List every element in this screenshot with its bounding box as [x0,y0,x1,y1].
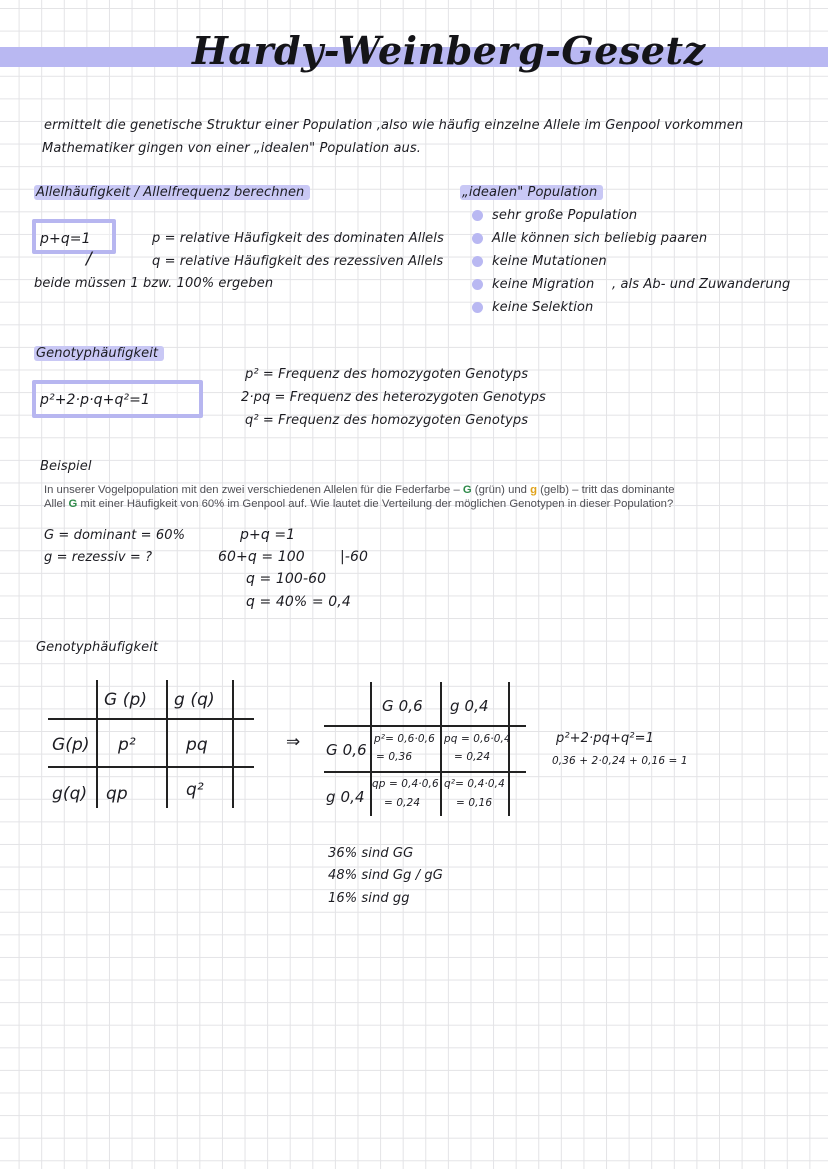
table1-line [96,680,98,808]
table1-cell: p² [118,735,136,755]
table2-line [324,725,526,727]
table2-col-header: g 0,4 [450,697,489,715]
bullet-dot [472,302,483,313]
example-text-2: Allel G mit einer Häufigkeit von 60% im Genpool auf. Wie lautet die Verteilung der möglichen Genotypen in dieser Population? [44,498,674,510]
table2-cell: = 0,16 [456,797,493,809]
table1-line [232,680,234,808]
table2-line [324,771,526,773]
calc-line: q = 100-60 [246,571,327,587]
calc-line: 60+q = 100 [218,549,305,565]
ideal-item: sehr große Population [492,208,638,223]
ideal-item: keine Migration [492,277,595,292]
genotype-def: p² = Frequenz des homozygoten Genotyps [245,367,529,382]
allele-note: beide müssen 1 bzw. 100% ergeben [34,276,274,291]
table2-cell: pq = 0,6·0,4 [444,733,511,745]
bullet-dot [472,279,483,290]
table2-cell: = 0,36 [376,751,413,763]
table2-row-header: G 0,6 [326,741,367,759]
table2-line [370,682,372,816]
example-text-1: In unserer Vogelpopulation mit den zwei verschiedenen Allelen für die Federfarbe – G (grün) und g (gelb) – tritt das dominante [44,484,675,496]
genotype-formula: p²+2·p·q+q²=1 [40,392,150,408]
table1-line [48,766,254,768]
allele-heading: Allelhäufigkeit / Allelfrequenz berechnen [34,185,310,200]
allele-formula: p+q=1 [40,231,91,247]
genotype-def: q² = Frequenz des homozygoten Genotyps [245,413,529,428]
table2-cell: = 0,24 [454,751,491,763]
table1-line [166,680,168,808]
result-equation: p²+2·pq+q²=1 [556,731,654,746]
example-label: Beispiel [40,459,92,474]
table2-col-header: G 0,6 [382,697,423,715]
table1-col-header: G (p) [104,690,148,710]
table2-cell: q²= 0,4·0,4 [444,778,505,790]
table2-line [440,682,442,816]
table1-col-header: g (q) [174,690,215,710]
calc-side-note: |-60 [340,549,368,565]
intro-line-2: Mathematiker gingen von einer „idealen" Population aus. [42,141,421,156]
table1-heading: Genotyphäufigkeit [36,640,159,655]
ideal-item: keine Mutationen [492,254,607,269]
implies-arrow: ⇒ [286,732,301,752]
bullet-dot [472,256,483,267]
table2-line [508,682,510,816]
intro-line-1: ermittelt die genetische Struktur einer Population ,also wie häufig einzelne Allele im Genpool vorkommen [44,118,744,133]
ideal-item: Alle können sich beliebig paaren [492,231,708,246]
result-check: 0,36 + 2·0,24 + 0,16 = 1 [552,755,688,767]
result-line: 48% sind Gg / gG [328,868,443,883]
table1-cell: qp [106,784,128,804]
genotype-heading: Genotyphäufigkeit [34,346,164,361]
table2-row-header: g 0,4 [326,788,365,806]
bullet-dot [472,210,483,221]
table1-cell: q² [186,780,204,800]
bullet-dot [472,233,483,244]
table2-cell: qp = 0,4·0,6 [372,778,439,790]
table2-cell: = 0,24 [384,797,421,809]
genotype-def: 2·pq = Frequenz des heterozygoten Genotyps [241,390,546,405]
given-recessive: g = rezessiv = ? [44,550,153,565]
table1-cell: pq [186,735,208,755]
calc-line: p+q =1 [240,527,296,543]
p-definition: p = relative Häufigkeit des dominaten Allels [152,231,444,246]
ideal-heading: „idealen" Population [460,185,603,200]
table1-row-header: G(p) [52,735,90,755]
result-line: 36% sind GG [328,846,414,861]
table1-line [48,718,254,720]
arrow-stroke: / [86,249,92,269]
table1-row-header: g(q) [52,784,88,804]
table2-cell: p²= 0,6·0,6 [374,733,435,745]
migration-note: , als Ab- und Zuwanderung [612,277,791,292]
ideal-item: keine Selektion [492,300,594,315]
given-dominant: G = dominant = 60% [44,528,186,543]
calc-line: q = 40% = 0,4 [246,594,351,610]
result-line: 16% sind gg [328,891,410,906]
page-title: Hardy-Weinberg-Gesetz [192,28,706,73]
q-definition: q = relative Häufigkeit des rezessiven Allels [152,254,444,269]
